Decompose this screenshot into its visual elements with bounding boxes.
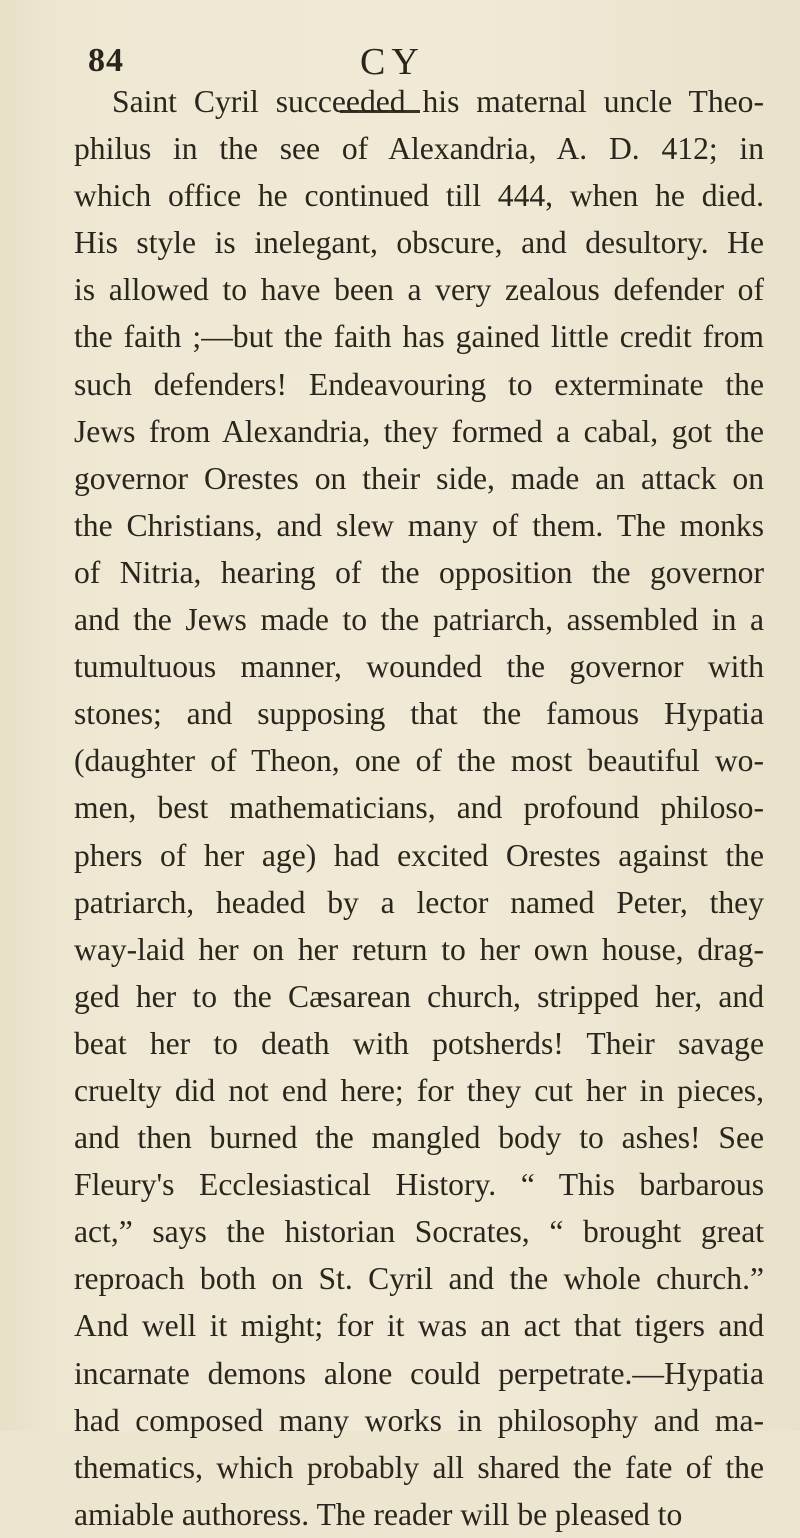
running-head: CY: [360, 41, 425, 83]
text-line: Saint Cyril succeeded his maternal uncle Theo-: [112, 84, 764, 119]
text-line: (daughter of Theon, one of the most beautiful wo-: [74, 743, 764, 779]
body-paragraph: [74, 78, 764, 1538]
text-line: the faith ;—but the faith has gained little credit from: [74, 319, 764, 355]
text-line: of Nitria, hearing of the opposition the governor: [74, 554, 764, 590]
page-number: 84: [88, 42, 124, 79]
text-line: had composed many works in philosophy and ma-: [74, 1402, 764, 1438]
text-line: such defenders! Endeavouring to exterminate the: [74, 366, 764, 402]
text-line: way-laid her on her return to her own house, drag-: [74, 931, 764, 967]
text-line: the Christians, and slew many of them. The monks: [74, 507, 764, 543]
text-line: stones; and supposing that the famous Hypatia: [74, 696, 764, 732]
text-line: tumultuous manner, wounded the governor with: [74, 649, 764, 685]
text-line: which office he continued till 444, when he died.: [74, 178, 764, 214]
text-line: incarnate demons alone could perpetrate.—Hypatia: [74, 1355, 764, 1391]
text-line: ged her to the Cæsarean church, stripped her, and: [74, 978, 764, 1014]
text-line: reproach both on St. Cyril and the whole church.”: [74, 1261, 764, 1297]
text-line: and the Jews made to the patriarch, assembled in a: [74, 602, 764, 638]
text-line: patriarch, headed by a lector named Peter, they: [74, 884, 764, 920]
text-line: governor Orestes on their side, made an attack on: [74, 460, 764, 496]
text-line: beat her to death with potsherds! Their savage: [74, 1025, 764, 1061]
text-line: thematics, which probably all shared the fate of the: [74, 1449, 764, 1485]
text-line: philus in the see of Alexandria, A. D. 412; in: [74, 131, 764, 167]
text-line: His style is inelegant, obscure, and desultory. He: [74, 225, 764, 261]
text-line: Jews from Alexandria, they formed a cabal, got the: [74, 413, 764, 449]
text-line: phers of her age) had excited Orestes against the: [74, 837, 764, 873]
text-line: is allowed to have been a very zealous defender of: [74, 272, 764, 308]
text-line: and then burned the mangled body to ashes! See: [74, 1120, 764, 1156]
text-line: act,” says the historian Socrates, “ brought great: [74, 1214, 764, 1250]
text-line: Fleury's Ecclesiastical History. “ This barbarous: [74, 1167, 764, 1203]
text-line: men, best mathematicians, and profound philoso-: [74, 790, 764, 826]
text-line: amiable authoress. The reader will be pleased to: [74, 1496, 683, 1532]
text-line: And well it might; for it was an act that tigers and: [74, 1308, 764, 1344]
text-line: cruelty did not end here; for they cut her in pieces,: [74, 1072, 764, 1108]
